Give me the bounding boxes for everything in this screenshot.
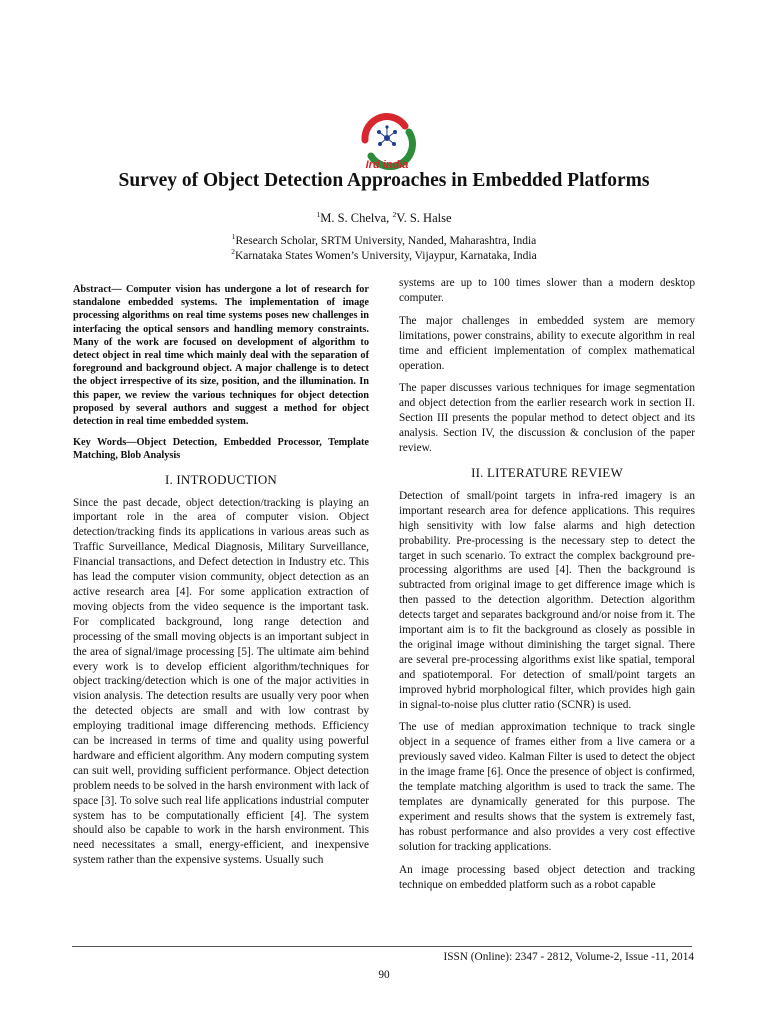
right-paragraph-4: Detection of small/point targets in infra-red imagery is an important research area for defence applications. This requires high sensitivity with low false alarms and high detection probability. Pre-processing is the necessary step to detect the target in such scenario. To extract the complex background pre-processing algorithms are used [4]. Then the background is subtracted from original image to get difference image which is then passed to the detection algorithm. Detection algorithm detects target and separates background and/or noise from it. The important aim is to fit the background as closely as possible in the original image without diminishing the target signal. There are several pre-processing algorithms exist like spatial, temporal and spatiotemporal. For detection of small/point targets an improved hybrid morphological filter, which provides high gain in signal-to-noise plus clutter ratio (SCNR) is used.	[399, 489, 695, 711]
page-number: 90	[378, 969, 390, 981]
affiliation-2	[0, 247, 768, 262]
logo-text: Ird india	[365, 159, 409, 170]
abstract: Abstract— Computer vision has undergone a lot of research for standalone embedded systems. The implementation of image processing algorithms on real time systems poses new challenges in interfacing the optical sensors and handling memory constraints. Many of the work are focused on development of algorithm to detect object in real time which mainly deal with the separation of foreground and background object. A major challenge is to detect the object irrespective of its size, position, and the illumination. In this paper, we review the various techniques for object detection proposed by several authors and suggest a method for object detection in real time embedded system.	[73, 284, 369, 428]
section-heading-literature-review: II. LITERATURE REVIEW	[471, 464, 623, 480]
aff1-text: Research Scholar, SRTM University, Nanded, Maharashtra, India	[235, 235, 537, 247]
aff1-sup: 1	[231, 232, 236, 242]
paper-title: Survey of Object Detection Approaches in Embedded Platforms	[118, 170, 650, 191]
author1-sup: 1	[316, 209, 321, 219]
footer-rule	[72, 946, 692, 947]
right-paragraph-2: The major challenges in embedded system are memory limitations, power constrains, ability to execute algorithm in real time and efficient implementation of complex mathematical operation.	[399, 314, 695, 372]
ird-india-logo	[355, 108, 419, 170]
aff2-text: Karnataka States Women’s University, Vijaypur, Karnataka, India	[235, 250, 537, 262]
left-column	[73, 283, 369, 876]
right-paragraph-1: systems are up to 100 times slower than a modern desktop computer.	[399, 277, 695, 304]
author2: V. S. Halse	[396, 211, 452, 225]
issn-footer: ISSN (Online): 2347 - 2812, Volume-2, Issue -11, 2014	[443, 951, 694, 963]
right-column	[399, 276, 695, 900]
keywords: Key Words—Object Detection, Embedded Processor, Template Matching, Blob Analysis	[73, 437, 369, 462]
affiliation-1	[0, 232, 768, 247]
right-paragraph-6: An image processing based object detection and tracking technique on embedded platform such as a robot capable	[399, 863, 695, 891]
intro-paragraph: Since the past decade, object detection/tracking is playing an important role in the area of computer vision. Object detection/tracking finds its applications in various areas such as Traffic Surveillance, Medical Diagnosis, Military Surveillance, Financial transactions, and Defect detection in Industry etc. This has lead the computer vision community, object detection as an active research area [4]. For some application extraction of moving objects from the video sequence is the important task. For complicated background, long range detection and processing of the small moving objects is an important subject in the area of signal/image processing [5]. The ultimate aim behind every work is to develop efficient algorithm/techniques for object tracking/detection which is one of the major activities in vision analysis. The detection results are usually very poor when the detected objects are small and with low contrast by employing traditional image differencing methods. Efficiency can be increased in terms of time and quality using powerful hardware and efficient algorithm. Any modern computing system can suit well, providing sufficient performance. Object detection problem needs to be solved in the harsh environment with lack of space [3]. To solve such real life applications industrial computer system has to be computationally efficient [4]. The system should also be capable to work in the harsh environment. This need necessitates a small, energy-efficient, and inexpensive system rather than the expensive systems. Usually such	[73, 496, 369, 867]
section-heading-introduction: I. INTRODUCTION	[164, 471, 278, 487]
right-paragraph-5: The use of median approximation technique to track single object in a sequence of frames either from a live camera or a previously saved video. Kalman Filter is used to detect the object in the image frame [6]. Once the presence of object is confirmed, the template matching algorithm is used to track the same. The templates are dynamically generated for this purpose. The experiment and results shows that the system is extremely fast, has robust performance and also provides a very cost effective solution for tracking applications.	[399, 721, 695, 853]
authors	[0, 211, 768, 226]
aff2-sup: 2	[231, 247, 235, 257]
author2-sup: 2	[392, 209, 397, 219]
author1: M. S. Chelva,	[320, 211, 393, 225]
right-paragraph-3: The paper discusses various techniques for image segmentation and object detection from the earlier research work in section II. Section III presents the popular method to detect object and its analysis. Section IV, the discussion & conclusion of the paper review.	[399, 382, 695, 455]
